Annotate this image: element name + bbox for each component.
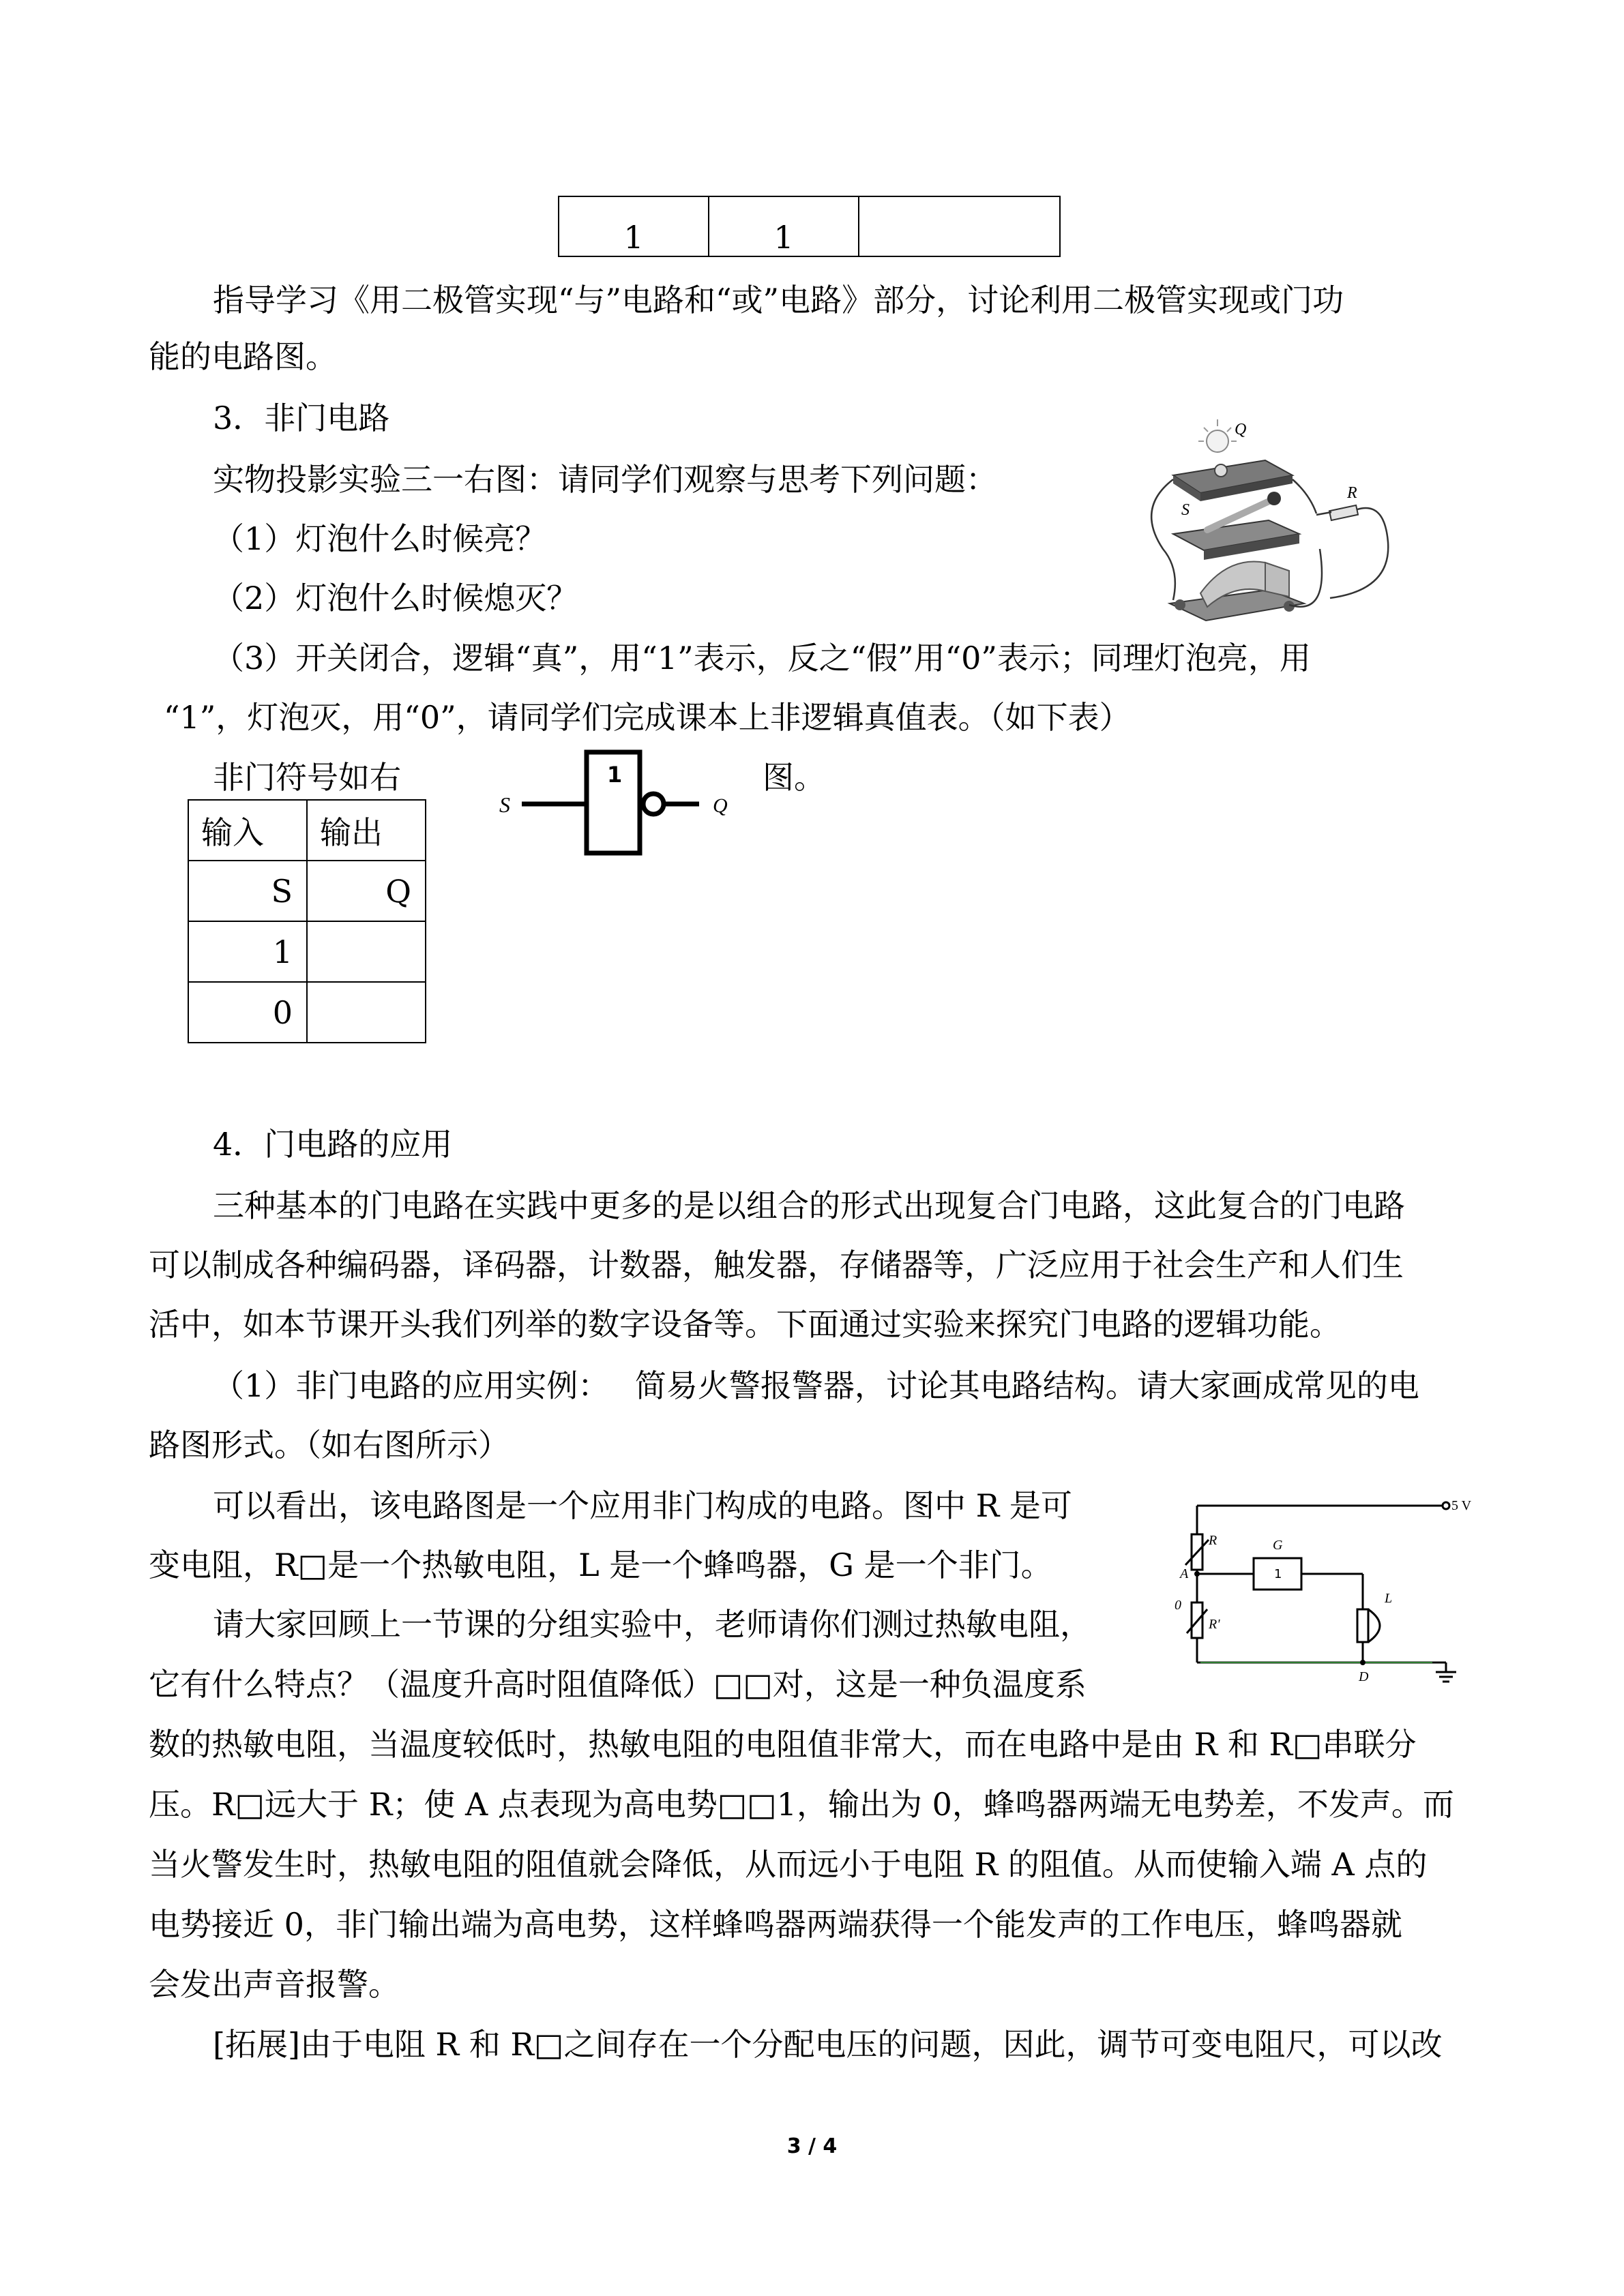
paragraph-line: 非门符号如右 [213, 759, 401, 796]
paragraph-line: 可以看出，该电路图是一个应用非门构成的电路。图中 R 是可 [213, 1487, 1072, 1524]
table-header: 输出 [307, 800, 426, 861]
table-cell: S [188, 861, 307, 921]
paragraph-line: 实物投影实验三一右图：请同学们观察与思考下列问题： [213, 461, 997, 498]
paragraph-line: 图。 [763, 759, 825, 796]
table-cell: 1 [559, 196, 709, 256]
label-g: G [1273, 1538, 1283, 1553]
page-number: 3 / 4 [786, 2134, 838, 2158]
table-cell [307, 982, 426, 1043]
table-cell: 1 [188, 921, 307, 982]
inverter-bubble [643, 794, 664, 814]
table-header: 输入 [188, 800, 307, 861]
gate-input-label: S [499, 792, 510, 817]
label-theta: 0 [1175, 1598, 1181, 1613]
top-truth-table-fragment [558, 196, 1061, 257]
question-3: （3）开关闭合，逻辑“真”，用“1”表示，反之“假”用“0”表示；同理灯泡亮，用 [213, 640, 1311, 676]
gate-output-label: Q [713, 794, 728, 817]
paragraph-line: 它有什么特点？（温度升高时阻值降低）□□对，这是一种负温度系 [149, 1666, 1087, 1703]
not-gate-symbol [491, 747, 750, 866]
section-heading: 4．门电路的应用 [213, 1126, 453, 1163]
photo-label-r: R [1347, 484, 1357, 502]
paragraph-line: 电势接近 0，非门输出端为高电势，这样蜂鸣器两端获得一个能发声的工作电压，蜂鸣器就 [149, 1906, 1402, 1943]
paragraph-line: 路图形式。（如右图所示） [149, 1427, 510, 1463]
table-cell [307, 921, 426, 982]
paragraph-line: 会发出声音报警。 [149, 1966, 400, 2003]
label-rt: R' [1209, 1617, 1220, 1632]
photo-label-q: Q [1235, 421, 1247, 438]
table-cell: Q [307, 861, 426, 921]
paragraph-line: 数的热敏电阻，当温度较低时，热敏电阻的电阻值非常大，而在电路中是由 R 和 R□串联分 [149, 1726, 1417, 1763]
paragraph-line: “1”，灯泡灭，用“0”，请同学们完成课本上非逻辑真值表。（如下表） [164, 699, 1131, 736]
paragraph-line: [拓展]由于电阻 R 和 R□之间存在一个分配电压的问题，因此，调节可变电阻尺，可以改 [213, 2026, 1443, 2063]
table-cell: 1 [709, 196, 859, 256]
paragraph-line: 当火警发生时，热敏电阻的阻值就会降低，从而远小于电阻 R 的阻值。从而使输入端 A 点的 [149, 1846, 1428, 1883]
not-truth-table [188, 799, 426, 1043]
paragraph-line: 三种基本的门电路在实践中更多的是以组合的形式出现复合门电路，这此复合的门电路 [213, 1187, 1405, 1224]
paragraph-line: 变电阻，R□是一个热敏电阻，L 是一个蜂鸣器，G 是一个非门。 [149, 1547, 1052, 1583]
paragraph-line: 活中，如本节课开头我们列举的数字设备等。下面通过实验来探究门电路的逻辑功能。 [149, 1306, 1341, 1343]
voltage-label: 5 V [1451, 1498, 1472, 1513]
section-heading: 3．非门电路 [213, 400, 390, 436]
experiment-photo [1125, 413, 1395, 627]
gate-number: 1 [1274, 1567, 1282, 1581]
paragraph-line: 能的电路图。 [149, 338, 337, 375]
paragraph-line: （1）非门电路的应用实例： 简易火警报警器，讨论其电路结构。请大家画成常见的电 [213, 1367, 1419, 1404]
photo-label-s: S [1181, 501, 1190, 519]
label-l: L [1385, 1591, 1393, 1606]
fire-alarm-circuit [1160, 1487, 1473, 1695]
paragraph-line: 压。R□远大于 R；使 A 点表现为高电势□□1，输出为 0，蜂鸣器两端无电势差，不发声。而 [149, 1786, 1454, 1823]
resistor-icon [1316, 505, 1388, 598]
question-1: （1）灯泡什么时候亮？ [213, 520, 547, 557]
question-2: （2）灯泡什么时候熄灭？ [213, 580, 578, 616]
table-cell [859, 196, 1060, 256]
table-cell: 0 [188, 982, 307, 1043]
paragraph-line: 请大家回顾上一节课的分组实验中，老师请你们测过热敏电阻， [213, 1606, 1091, 1643]
paragraph-line: 指导学习《用二极管实现“与”电路和“或”电路》部分，讨论利用二极管实现或门功 [213, 282, 1344, 318]
paragraph-line: 可以制成各种编码器，译码器，计数器，触发器，存储器等，广泛应用于社会生产和人们生 [149, 1247, 1404, 1283]
bulb-icon [1198, 419, 1237, 452]
label-r: R [1209, 1533, 1217, 1548]
gate-number: 1 [607, 762, 623, 788]
label-a: A [1180, 1566, 1189, 1581]
label-d: D [1359, 1669, 1369, 1684]
